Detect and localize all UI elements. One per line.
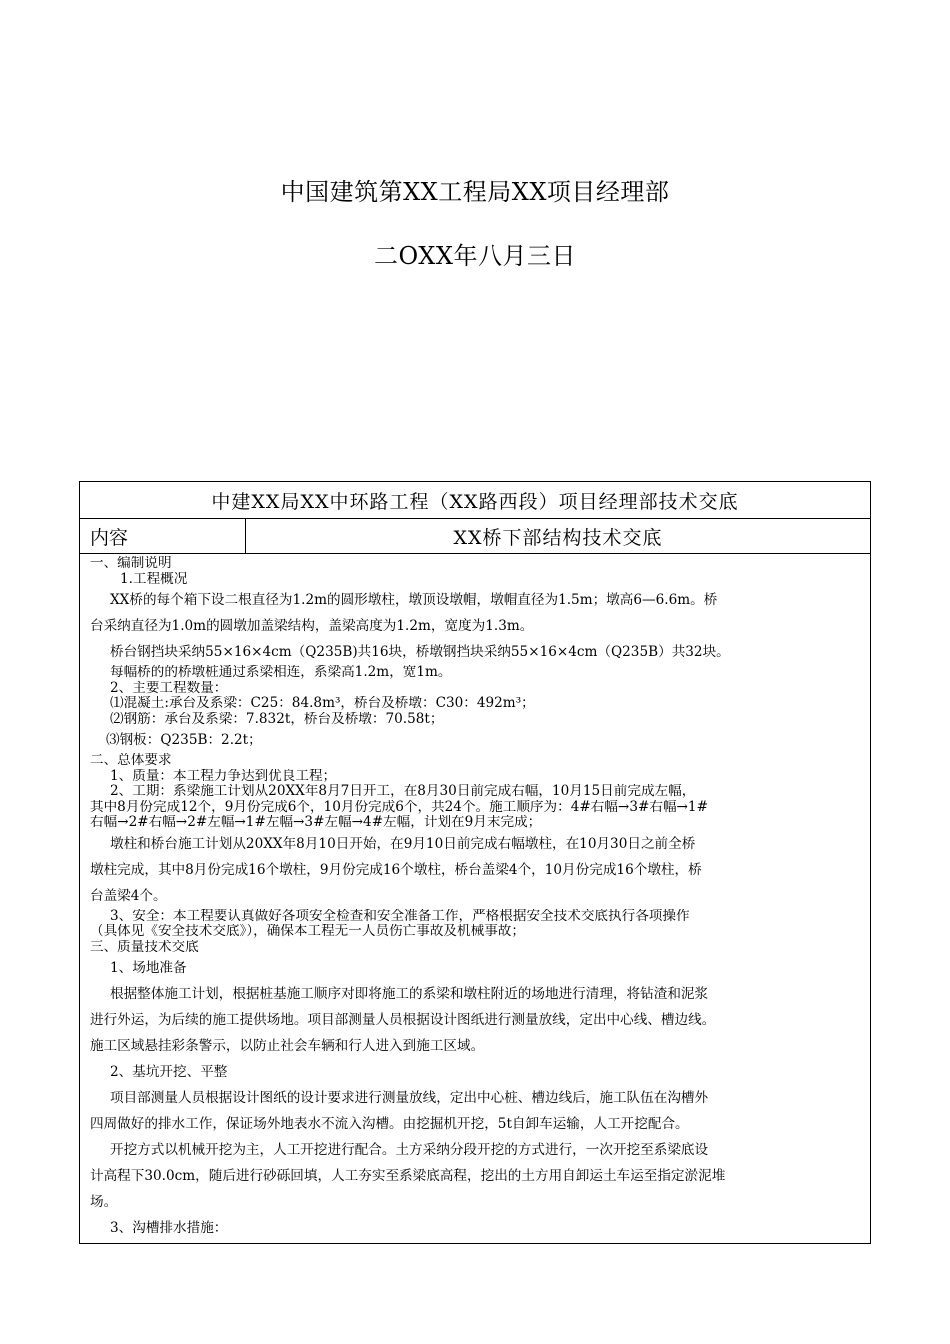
table-title: 中建XX局XX中环路工程（XX路西段）项目经理部技术交底 [80,482,870,519]
content-header-row [80,519,870,554]
subsection-heading: 1、场地准备 [110,960,187,976]
body-line: 进行外运，为后续的施工提供场地。项目部测量人员根据设计图纸进行测量放线，定出中心线、槽边线。 [90,1012,716,1028]
section-heading: 二、总体要求 [90,753,172,768]
cover-organization: 中国建筑第XX工程局XX项目经理部 [280,178,670,206]
subsection-heading: 3、沟槽排水措施： [110,1220,228,1236]
body-line: 项目部测量人员根据设计图纸的设计要求进行测量放线，定出中心桩、槽边线后，施工队伍在沟槽外 [110,1090,709,1106]
body-line: 每幅桥的的桥墩桩通过系梁相连，系梁高1.2m，宽1m。 [110,665,452,680]
body-line: XX桥的每个箱下设二根直径为1.2m的圆形墩柱，墩顶设墩帽，墩帽直径为1.5m；墩高6—6.6m。桥 [110,592,718,608]
body-line: 1、质量：本工程力争达到优良工程； [110,768,337,784]
section-heading: 三、质量技术交底 [90,939,199,955]
body-line: 根据整体施工计划，根据桩基施工顺序对即将施工的系梁和墩柱附近的场地进行清理，将钻渣和泥浆 [110,986,709,1002]
subsection-heading: 2、主要工程数量： [110,680,228,696]
subsection-heading: 2、基坑开挖、平整 [110,1064,228,1080]
body-line: 其中8月份完成12个，9月份完成6个，10月份完成6个，共24个。施工顺序为：4#右幅→3#右幅→1# [90,799,708,815]
content-label: 内容 [80,519,246,553]
body-line: 施工区域悬挂彩条警示，以防止社会车辆和行人进入到施工区域。 [90,1038,485,1054]
content-body [80,554,870,1241]
body-line: 右幅→2#右幅→2#左幅→1#左幅→3#左幅→4#左幅，计划在9月末完成； [90,815,542,830]
body-line: 计高程下30.0cm，随后进行砂砾回填，人工夯实至系梁底高程，挖出的土方用自卸运土车运至指定淤泥堆 [90,1168,726,1184]
body-line: ⑵钢筋：承台及系梁：7.832t，桥台及桥墩：70.58t； [110,711,444,727]
section-heading: 一、编制说明 [90,556,172,571]
body-line: 开挖方式以机械开挖为主，人工开挖进行配合。土方采纳分段开挖的方式进行，一次开挖至系梁底设 [110,1142,709,1158]
body-line: 四周做好的排水工作，保证场外地表水不流入沟槽。由挖掘机开挖，5t自卸车运输，人工开挖配合。 [90,1116,689,1132]
disclosure-table [79,481,871,1244]
body-line: 桥台钢挡块采纳55×16×4cm（Q235B)共16块，桥墩钢挡块采纳55×16×4cm（Q235B）共32块。 [110,644,730,660]
body-line: ⑴混凝土:承台及系梁：C25：84.8m³，桥台及桥墩：C30：492m³； [110,696,535,711]
cover-date: 二OXX年八月三日 [374,242,576,270]
subsection-heading: 1.工程概况 [120,571,188,587]
topic-title: XX桥下部结构技术交底 [453,526,663,549]
body-line: 墩柱完成，其中8月份完成16个墩柱，9月份完成16个墩柱，桥台盖梁4个，10月份完成16个墩柱，桥 [90,861,702,878]
body-line: （具体见《安全技术交底》），确保本工程无一人员伤亡事故及机械事故； [90,924,525,939]
body-line: 墩柱和桥台施工计划从20XX年8月10日开始，在9月10日前完成右幅墩柱，在10月30日之前全桥 [110,835,696,852]
body-line: 2、工期：系梁施工计划从20XX年8月7日开工，在8月30日前完成右幅，10月15日前完成左幅， [110,784,696,799]
body-line: 台盖梁4个。 [90,887,167,904]
body-line: 3、安全：本工程要认真做好各项安全检查和安全准备工作，严格根据安全技术交底执行各项操作 [110,908,690,924]
body-line: 台采纳直径为1.0m的圆墩加盖梁结构，盖梁高度为1.2m，宽度为1.3m。 [90,618,534,634]
body-line: ⑶钢板：Q235B：2.2t； [106,732,262,748]
body-line: 场。 [90,1194,118,1210]
